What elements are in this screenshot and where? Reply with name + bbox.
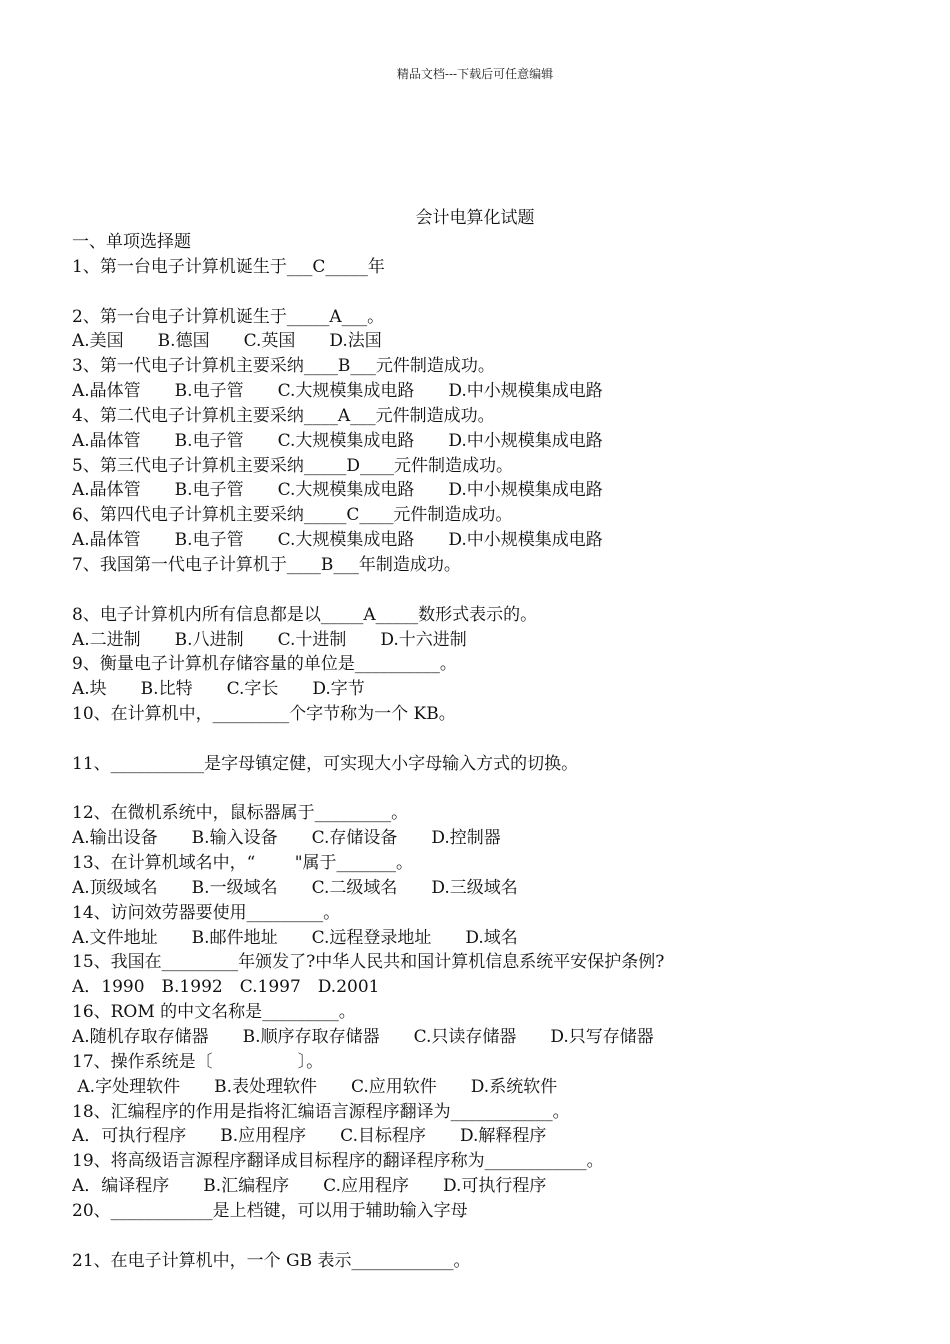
text-line (72, 801, 902, 826)
blank-line (72, 578, 902, 603)
line-text-after: 。 (367, 306, 385, 327)
text-line (72, 230, 902, 255)
line-text-after: 年颁发了?中华人民共和国计算机信息系统平安保护条例? (238, 952, 665, 973)
line-text: 19、将高级语言源程序翻译成目标程序的翻译程序称为 (72, 1151, 485, 1172)
line-text-after: 。 (338, 1002, 356, 1023)
text-line (72, 255, 902, 280)
answer-blank: __________ (354, 654, 440, 675)
text-line (72, 1050, 902, 1075)
line-text: A.输出设备 B.输入设备 C.存储设备 D.控制器 (72, 828, 501, 849)
text-line (72, 677, 902, 702)
text-line (72, 851, 902, 876)
text-line (72, 926, 902, 951)
text-line (72, 528, 902, 553)
page-header: 精品文档---下载后可任意编辑 (396, 67, 554, 81)
text-line (72, 404, 902, 429)
blank-line (72, 280, 902, 305)
text-line (72, 553, 902, 578)
line-text-after: 。 (552, 1101, 570, 1122)
text-line (72, 1000, 902, 1025)
line-text: 14、访问效劳器要使用 (72, 902, 247, 923)
text-line (72, 826, 902, 851)
text-line (72, 603, 902, 628)
answer-blank: ____________ (450, 1101, 553, 1122)
line-text-after: 年制造成功。 (358, 554, 461, 575)
text-line (72, 354, 902, 379)
line-text: 3、第一代电子计算机主要采纳 (72, 356, 304, 377)
text-line (72, 379, 902, 404)
line-text: 13、在计算机域名中，“ "属于 (72, 853, 337, 874)
line-text-after: 元件制造成功。 (375, 405, 495, 426)
answer-blank: _______ (336, 853, 397, 874)
line-text-after: 个字节称为一个 KB。 (289, 704, 456, 725)
line-text: 1、第一台电子计算机诞生于 (72, 256, 287, 277)
answer-blank: _____A___ (286, 306, 368, 327)
line-text: 16、ROM 的中文名称是 (72, 1002, 263, 1023)
line-text-after: 元件制造成功。 (393, 505, 513, 526)
line-text: A.晶体管 B.电子管 C.大规模集成电路 D.中小规模集成电路 (72, 381, 603, 402)
blank-line (72, 727, 902, 752)
text-line (72, 901, 902, 926)
text-line (72, 628, 902, 653)
text-line (72, 1100, 902, 1125)
line-text-after: 。 (396, 853, 414, 874)
answer-blank: _____D____ (303, 455, 394, 476)
text-line (72, 329, 902, 354)
line-text: A.晶体管 B.电子管 C.大规模集成电路 D.中小规模集成电路 (72, 430, 603, 451)
text-line (72, 1249, 902, 1274)
answer-blank: ____________ (484, 1151, 587, 1172)
line-text: A.字处理软件 B.表处理软件 C.应用软件 D.系统软件 (72, 1076, 558, 1097)
answer-blank: _________ (212, 704, 290, 725)
line-text: 9、衡量电子计算机存储容量的单位是 (72, 654, 355, 675)
line-text: 17、操作系统是〔 〕。 (72, 1051, 324, 1072)
line-text: A.随机存取存储器 B.顺序存取存储器 C.只读存储器 D.只写存储器 (72, 1027, 654, 1047)
text-line (72, 1075, 902, 1100)
answer-blank: _________ (246, 902, 324, 923)
line-text: 20、 (72, 1200, 111, 1221)
answer-blank: _________ (314, 803, 392, 824)
line-text-after: 。 (439, 654, 457, 675)
line-text-after: 年 (367, 256, 385, 277)
text-line (72, 975, 902, 1000)
answer-blank: ____B___ (303, 356, 376, 377)
answer-blank: _________ (161, 952, 239, 973)
text-line (72, 1199, 902, 1224)
text-line (72, 503, 902, 528)
line-text: A.块 B.比特 C.字长 D.字节 (72, 679, 365, 700)
answer-blank: _________ (262, 1002, 339, 1023)
line-text-after: 元件制造成功。 (375, 356, 495, 377)
answer-blank: ____A___ (303, 405, 376, 426)
line-text-after: 。 (323, 902, 341, 923)
line-text: 12、在微机系统中，鼠标器属于 (72, 803, 315, 824)
line-text: 21、在电子计算机中，一个 GB 表示 (72, 1250, 352, 1271)
text-line (72, 1174, 902, 1199)
text-line (72, 702, 902, 727)
answer-blank: ___________ (110, 753, 205, 774)
blank-line (72, 777, 902, 802)
line-text: 11、 (72, 753, 111, 774)
text-line (72, 478, 902, 503)
line-text: A．可执行程序 B.应用程序 C.目标程序 D.解释程序 (72, 1126, 547, 1147)
line-text: 15、我国在 (72, 952, 162, 973)
line-text: A.晶体管 B.电子管 C.大规模集成电路 D.中小规模集成电路 (72, 530, 603, 551)
line-text: 5、第三代电子计算机主要采纳 (72, 455, 304, 476)
document-title: 会计电算化试题 (415, 208, 535, 228)
text-line (72, 429, 902, 454)
line-text: A.顶级域名 B.一级域名 C.二级域名 D.三级域名 (72, 877, 518, 898)
answer-blank: ___C_____ (286, 256, 368, 277)
line-text: 6、第四代电子计算机主要采纳 (72, 505, 304, 526)
answer-blank: ____________ (351, 1250, 454, 1271)
line-text: 7、我国第一代电子计算机于 (72, 554, 287, 575)
text-line (72, 950, 902, 975)
line-text-after: 是字母镇定健，可实现大小字母输入方式的切换。 (204, 753, 579, 774)
line-text: 10、在计算机中， (72, 704, 213, 725)
answer-blank: _____C____ (303, 505, 394, 526)
line-text: A.美国 B.德国 C.英国 D.法国 (72, 331, 382, 352)
answer-blank: _____A_____ (320, 604, 419, 625)
blank-line (72, 1224, 902, 1249)
line-text: A.文件地址 B.邮件地址 C.远程登录地址 D.域名 (72, 927, 518, 948)
text-line (72, 876, 902, 901)
line-text-after: 元件制造成功。 (393, 455, 513, 476)
line-text: 一、单项选择题 (72, 232, 191, 252)
line-text: A.二进制 B.八进制 C.十进制 D.十六进制 (72, 629, 467, 650)
line-text: 4、第二代电子计算机主要采纳 (72, 405, 304, 426)
line-text-after: 。 (391, 803, 409, 824)
text-line (72, 752, 902, 777)
line-text-after: 数形式表示的。 (418, 604, 538, 625)
line-text: 8、电子计算机内所有信息都是以 (72, 604, 321, 625)
line-text: A．编译程序 B.汇编程序 C.应用程序 D.可执行程序 (72, 1176, 547, 1197)
answer-blank: ____B___ (286, 554, 359, 575)
line-text: A.晶体管 B.电子管 C.大规模集成电路 D.中小规模集成电路 (72, 480, 603, 501)
text-line (72, 305, 902, 330)
line-text-after: 。 (586, 1151, 604, 1172)
line-text: 18、汇编程序的作用是指将汇编语言源程序翻译为 (72, 1101, 451, 1122)
answer-blank: ____________ (110, 1200, 213, 1221)
line-text-after: 是上档键，可以用于辅助输入字母 (212, 1200, 468, 1221)
text-line (72, 652, 902, 677)
line-text: A．1990 B.1992 C.1997 D.2001 (72, 977, 380, 998)
line-text: 2、第一台电子计算机诞生于 (72, 306, 287, 327)
line-text-after: 。 (453, 1250, 471, 1271)
text-line (72, 1149, 902, 1174)
text-line (72, 1124, 902, 1149)
text-line (72, 454, 902, 479)
question-list (72, 230, 902, 1273)
text-line (72, 1025, 902, 1050)
